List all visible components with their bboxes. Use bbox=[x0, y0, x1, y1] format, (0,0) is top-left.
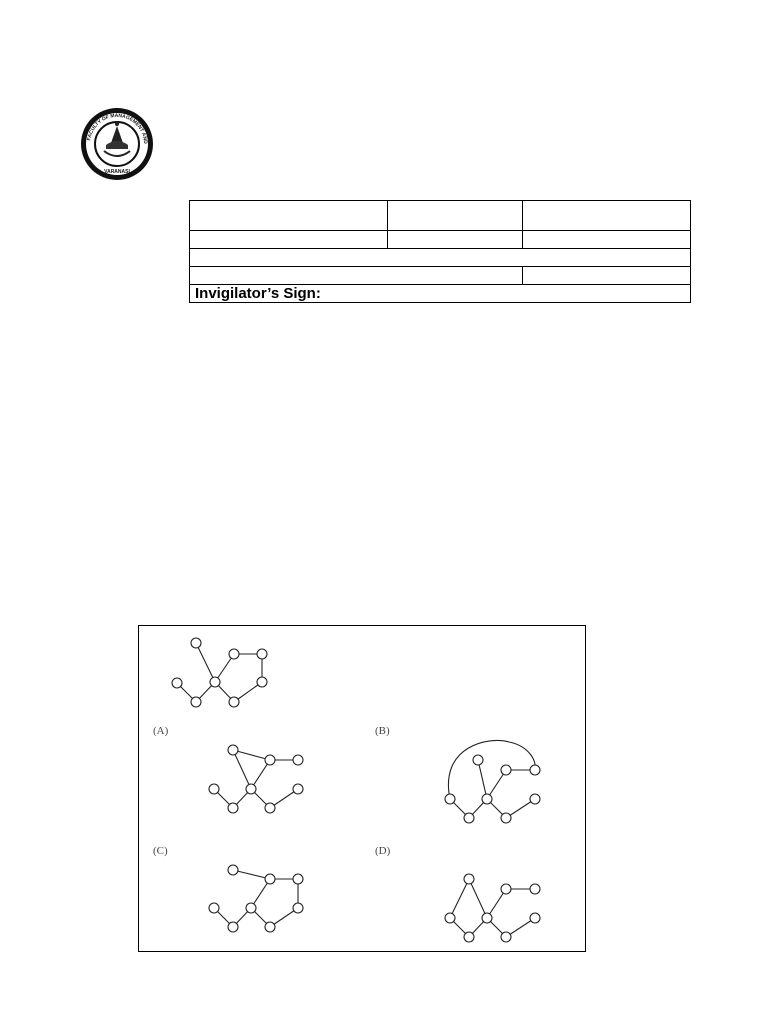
graph-option-c bbox=[209, 865, 303, 932]
table-row bbox=[190, 201, 691, 231]
option-label-d: (D) bbox=[375, 845, 391, 857]
table-row bbox=[190, 231, 691, 249]
invigilator-sign-label: Invigilator’s Sign: bbox=[190, 285, 691, 303]
svg-text:VARANASI: VARANASI bbox=[104, 169, 130, 175]
table-cell bbox=[190, 249, 691, 267]
graph-option-b bbox=[445, 740, 540, 823]
graph-diagrams bbox=[139, 626, 587, 953]
table-cell bbox=[388, 201, 523, 231]
option-label-c: (C) bbox=[153, 845, 168, 857]
university-logo bbox=[80, 107, 154, 181]
table-cell bbox=[523, 267, 691, 285]
graph-option-a bbox=[209, 745, 303, 813]
option-label-a: (A) bbox=[153, 725, 169, 737]
exam-info-table bbox=[189, 200, 691, 303]
table-cell bbox=[190, 267, 523, 285]
option-label-b: (B) bbox=[375, 725, 390, 737]
table-cell bbox=[523, 231, 691, 249]
table-row bbox=[190, 267, 691, 285]
svg-text:FACULTY OF MANAGEMENT AND TECH: FACULTY OF MANAGEMENT AND bbox=[86, 112, 149, 145]
table-cell bbox=[190, 201, 388, 231]
original-graph bbox=[172, 638, 267, 707]
graph-options-figure bbox=[138, 625, 586, 952]
table-row bbox=[190, 285, 691, 303]
graph-option-d bbox=[445, 874, 540, 942]
table-cell bbox=[523, 201, 691, 231]
table-cell bbox=[190, 231, 388, 249]
table-row bbox=[190, 249, 691, 267]
table-cell bbox=[388, 231, 523, 249]
